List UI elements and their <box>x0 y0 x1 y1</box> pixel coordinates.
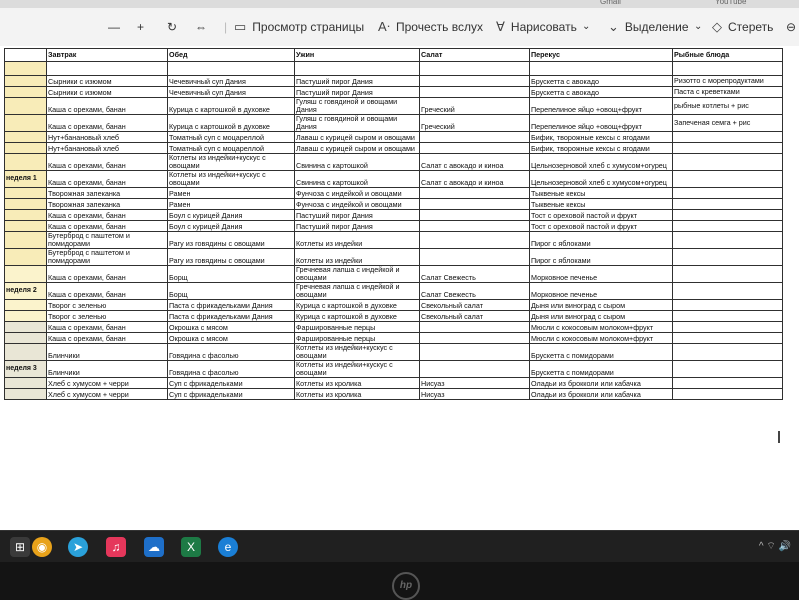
cell-breakfast: Хлеб с хумусом + черри <box>47 389 168 400</box>
cell-snack: Перепелиное яйцо +овощ+фрукт <box>530 98 673 115</box>
cell-fish: Паста с креветками <box>673 87 783 98</box>
cell-dinner: Курица с картошкой в духовке <box>295 311 420 322</box>
text-cursor <box>778 431 780 443</box>
cell-snack: Пирог с яблоками <box>530 232 673 249</box>
cell-snack: Цельнозерновой хлеб с хумусом+огурец <box>530 154 673 171</box>
cell-salad: Салат с авокадо и киноа <box>420 154 530 171</box>
bookmark-youtube[interactable]: YouTube <box>715 0 747 6</box>
excel-icon[interactable]: X <box>181 537 201 557</box>
draw-icon: ∀ <box>496 19 505 34</box>
hp-logo: hp <box>392 572 420 600</box>
cell-dinner: Пастуший пирог Дания <box>295 76 420 87</box>
cell-snack: Мюсли с кокосовым молоком+фрукт <box>530 322 673 333</box>
cell-breakfast: Каша с орехами, банан <box>47 210 168 221</box>
week-label: неделя 2 <box>5 283 47 300</box>
cell-salad: Свекольный салат <box>420 311 530 322</box>
week-cell <box>5 76 47 87</box>
cell-salad <box>420 62 530 76</box>
cell-lunch <box>168 62 295 76</box>
week-cell <box>5 221 47 232</box>
cell-breakfast: Каша с орехами, банан <box>47 154 168 171</box>
system-tray[interactable]: ^ ⌔ 🔊 <box>758 541 791 552</box>
read-aloud-button[interactable] <box>378 8 483 46</box>
table-row <box>5 266 783 283</box>
cell-dinner: Гречневая лапша с индейкой и овощами <box>295 283 420 300</box>
week-cell <box>5 98 47 115</box>
read-aloud-icon: Aᐧ <box>378 19 390 34</box>
cell-lunch: Суп с фрикадельками <box>168 378 295 389</box>
cell-breakfast: Каша с орехами, банан <box>47 221 168 232</box>
cell-salad <box>420 143 530 154</box>
week-cell <box>5 154 47 171</box>
page-view-icon: ▭ <box>234 19 247 34</box>
cell-dinner: Котлеты из кролика <box>295 389 420 400</box>
cell-snack: Брускетта с помидорами <box>530 344 673 361</box>
bookmarks-bar <box>0 0 799 8</box>
week-cell <box>5 62 47 76</box>
cell-breakfast: Бутерброд с паштетом и помидорами <box>47 232 168 249</box>
cell-fish <box>673 199 783 210</box>
cell-snack: Дыня или виноград с сыром <box>530 300 673 311</box>
cell-dinner: Котлеты из индейки+кускус с овощами <box>295 361 420 378</box>
table-row <box>5 87 783 98</box>
cell-lunch: Курица с картошкой в духовке <box>168 98 295 115</box>
pdf-toolbar <box>0 8 799 47</box>
cell-breakfast: Бутерброд с паштетом и помидорами <box>47 249 168 266</box>
windows-icon[interactable]: ⊞ <box>10 537 30 557</box>
cell-fish <box>673 266 783 283</box>
cell-salad <box>420 87 530 98</box>
table-row <box>5 300 783 311</box>
cell-breakfast: Каша с орехами, банан <box>47 115 168 132</box>
cell-lunch: Боул с курицей Дания <box>168 210 295 221</box>
week-label: неделя 1 <box>5 171 47 188</box>
week-cell <box>5 188 47 199</box>
cell-fish <box>673 344 783 361</box>
cell-breakfast: Каша с орехами, банан <box>47 333 168 344</box>
cell-breakfast: Хлеб с хумусом + черри <box>47 378 168 389</box>
cell-snack: Тост с ореховой пастой и фрукт <box>530 221 673 232</box>
cell-snack: Мюсли с кокосовым молоком+фрукт <box>530 333 673 344</box>
cell-fish <box>673 132 783 143</box>
cell-salad <box>420 322 530 333</box>
cell-snack: Брускетта с помидорами <box>530 361 673 378</box>
table-row <box>5 62 783 76</box>
erase-label: Стереть <box>728 20 774 34</box>
cell-salad: Салат Свежесть <box>420 266 530 283</box>
page-view-button[interactable] <box>234 8 364 46</box>
table-row <box>5 132 783 143</box>
meal-plan-table <box>4 48 783 400</box>
header-salad: Салат <box>420 49 530 62</box>
cell-breakfast: Каша с орехами, банан <box>47 266 168 283</box>
table-row <box>5 232 783 249</box>
cell-dinner: Котлеты из индейки+кускус с овощами <box>295 344 420 361</box>
cell-lunch: Чечевичный суп Дания <box>168 87 295 98</box>
draw-label: Нарисовать <box>510 20 577 34</box>
cell-lunch: Окрошка с мясом <box>168 333 295 344</box>
cell-salad: Салат с авокадо и киноа <box>420 171 530 188</box>
week-label: неделя 3 <box>5 361 47 378</box>
table-row <box>5 115 783 132</box>
table-row <box>5 76 783 87</box>
cell-fish <box>673 62 783 76</box>
table-row <box>5 221 783 232</box>
cell-breakfast: Творожная запеканка <box>47 188 168 199</box>
cell-snack: Морковное печенье <box>530 266 673 283</box>
cell-snack: Бифик, творожные кексы с ягодами <box>530 143 673 154</box>
header-snack: Перекус <box>530 49 673 62</box>
cell-dinner: Фунчоза с индейкой и овощами <box>295 188 420 199</box>
cell-fish: Ризотто с морепродуктами <box>673 76 783 87</box>
week-cell <box>5 87 47 98</box>
cell-snack: Оладьи из брокколи или кабачка <box>530 378 673 389</box>
cell-salad <box>420 232 530 249</box>
cell-snack: Брускетта с авокадо <box>530 76 673 87</box>
cell-breakfast: Нут+банановый хлеб <box>47 143 168 154</box>
cell-salad <box>420 199 530 210</box>
cell-lunch: Курица с картошкой в духовке <box>168 115 295 132</box>
cell-breakfast: Творог с зеленью <box>47 300 168 311</box>
cell-lunch: Паста с фрикадельками Дания <box>168 311 295 322</box>
fit-width-icon[interactable]: ⇔ <box>195 20 207 34</box>
cell-fish <box>673 171 783 188</box>
cell-lunch: Борщ <box>168 283 295 300</box>
cell-dinner: Котлеты из индейки <box>295 232 420 249</box>
read-aloud-label: Прочесть вслух <box>396 20 483 34</box>
week-cell <box>5 266 47 283</box>
cell-breakfast: Каша с орехами, банан <box>47 322 168 333</box>
chrome-icon[interactable]: ◉ <box>32 537 52 557</box>
cell-salad <box>420 221 530 232</box>
cell-salad: Греческий <box>420 98 530 115</box>
music-icon[interactable]: ♫ <box>106 537 126 557</box>
cell-fish <box>673 311 783 322</box>
cell-fish <box>673 221 783 232</box>
week-cell <box>5 300 47 311</box>
page-view-label: Просмотр страницы <box>252 20 365 34</box>
cell-salad: Греческий <box>420 115 530 132</box>
cell-fish <box>673 333 783 344</box>
cell-lunch: Котлеты из индейки+кускус с овощами <box>168 171 295 188</box>
cell-lunch: Томатный суп с моцареллой <box>168 143 295 154</box>
week-cell <box>5 322 47 333</box>
cell-fish <box>673 232 783 249</box>
cell-snack: Тыквеные кексы <box>530 188 673 199</box>
cell-breakfast: Сырники с изюмом <box>47 76 168 87</box>
cell-dinner: Свинина с картошкой <box>295 171 420 188</box>
more-icon[interactable]: ⊖ <box>786 20 797 34</box>
table-row <box>5 154 783 171</box>
week-cell <box>5 249 47 266</box>
cell-dinner: Лаваш с курицей сыром и овощами <box>295 143 420 154</box>
cell-snack <box>530 62 673 76</box>
cell-lunch: Чечевичный суп Дания <box>168 76 295 87</box>
bookmark-gmail[interactable]: Gmail <box>600 0 621 6</box>
table-row <box>5 171 783 188</box>
header-row <box>5 49 783 62</box>
table-row <box>5 188 783 199</box>
table-row <box>5 344 783 361</box>
table-row <box>5 210 783 221</box>
cell-snack: Цельнозерновой хлеб с хумусом+огурец <box>530 171 673 188</box>
week-cell <box>5 143 47 154</box>
cell-salad <box>420 76 530 87</box>
cell-fish <box>673 378 783 389</box>
cell-snack: Оладьи из брокколи или кабачка <box>530 389 673 400</box>
table-row <box>5 361 783 378</box>
cell-breakfast: Сырники с изюмом <box>47 87 168 98</box>
cell-dinner: Фунчоза с индейкой и овощами <box>295 199 420 210</box>
cell-fish: Запеченая семга + рис <box>673 115 783 132</box>
cell-salad: Нисуаз <box>420 378 530 389</box>
cell-breakfast: Блинчики <box>47 361 168 378</box>
cell-breakfast: Творог с зеленью <box>47 311 168 322</box>
week-cell <box>5 232 47 249</box>
cell-dinner: Фаршированные перцы <box>295 333 420 344</box>
cell-lunch: Окрошка с мясом <box>168 322 295 333</box>
toolbar-divider: | <box>224 20 228 34</box>
header-lunch: Обед <box>168 49 295 62</box>
cell-dinner: Пастуший пирог Дания <box>295 210 420 221</box>
cell-breakfast: Творожная запеканка <box>47 199 168 210</box>
cell-breakfast: Каша с орехами, банан <box>47 171 168 188</box>
week-cell <box>5 132 47 143</box>
cell-salad: Салат Свежесть <box>420 283 530 300</box>
spreadsheet-page <box>0 46 799 530</box>
cell-lunch: Котлеты из индейки+кускус с овощами <box>168 154 295 171</box>
cell-salad <box>420 188 530 199</box>
cell-lunch: Говядина с фасолью <box>168 361 295 378</box>
cell-snack: Перепелиное яйцо +овощ+фрукт <box>530 115 673 132</box>
cell-breakfast: Каша с орехами, банан <box>47 98 168 115</box>
week-cell <box>5 210 47 221</box>
cell-fish <box>673 300 783 311</box>
cell-dinner <box>295 62 420 76</box>
telegram-icon[interactable]: ➤ <box>68 537 88 557</box>
table-row <box>5 249 783 266</box>
cell-dinner: Пастуший пирог Дания <box>295 87 420 98</box>
draw-button[interactable] <box>496 8 577 46</box>
cell-fish <box>673 322 783 333</box>
cell-salad: Нисуаз <box>420 389 530 400</box>
cell-salad <box>420 361 530 378</box>
cell-dinner: Лаваш с курицей сыром и овощами <box>295 132 420 143</box>
cell-fish <box>673 154 783 171</box>
cell-lunch: Говядина с фасолью <box>168 344 295 361</box>
zoom-out-button[interactable]: — <box>108 20 120 34</box>
erase-button[interactable] <box>712 8 773 46</box>
table-row <box>5 333 783 344</box>
cell-lunch: Суп с фрикадельками <box>168 389 295 400</box>
week-cell <box>5 311 47 322</box>
cell-fish <box>673 210 783 221</box>
zoom-in-button[interactable]: + <box>137 20 145 34</box>
cell-dinner: Котлеты из индейки <box>295 249 420 266</box>
cell-dinner: Котлеты из кролика <box>295 378 420 389</box>
table-row <box>5 311 783 322</box>
cell-fish <box>673 249 783 266</box>
cell-lunch: Борщ <box>168 266 295 283</box>
cell-snack: Тост с ореховой пастой и фрукт <box>530 210 673 221</box>
cell-lunch: Рамен <box>168 199 295 210</box>
cell-fish <box>673 143 783 154</box>
cell-dinner: Гуляш с говядиной и овощами Дания <box>295 115 420 132</box>
highlight-dropdown-icon[interactable]: ⌄ <box>694 21 703 32</box>
cell-lunch: Боул с курицей Дания <box>168 221 295 232</box>
cell-snack: Брускетта с авокадо <box>530 87 673 98</box>
cell-lunch: Рагу из говядины с овощами <box>168 232 295 249</box>
week-cell <box>5 333 47 344</box>
table-row <box>5 283 783 300</box>
cell-breakfast: Нут+банановый хлеб <box>47 132 168 143</box>
table-row <box>5 199 783 210</box>
cell-snack: Тыквеные кексы <box>530 199 673 210</box>
cell-lunch: Рагу из говядины с овощами <box>168 249 295 266</box>
table-row <box>5 389 783 400</box>
cell-dinner: Курица с картошкой в духовке <box>295 300 420 311</box>
cell-dinner: Свинина с картошкой <box>295 154 420 171</box>
cell-dinner: Гуляш с говядиной и овощами Дания <box>295 98 420 115</box>
taskbar <box>0 530 799 563</box>
cell-salad <box>420 344 530 361</box>
cell-dinner: Пастуший пирог Дания <box>295 221 420 232</box>
cell-lunch: Паста с фрикадельками Дания <box>168 300 295 311</box>
rotate-icon[interactable]: ↻ <box>167 20 178 34</box>
week-cell <box>5 389 47 400</box>
cell-salad <box>420 249 530 266</box>
week-cell <box>5 199 47 210</box>
cell-salad <box>420 132 530 143</box>
header-dinner: Ужин <box>295 49 420 62</box>
cell-dinner: Гречневая лапша с индейкой и овощами <box>295 266 420 283</box>
cell-fish <box>673 188 783 199</box>
cell-salad: Свекольный салат <box>420 300 530 311</box>
week-cell <box>5 344 47 361</box>
cell-snack: Морковное печенье <box>530 283 673 300</box>
cell-breakfast: Блинчики <box>47 344 168 361</box>
cell-fish <box>673 389 783 400</box>
cell-dinner: Фаршированные перцы <box>295 322 420 333</box>
cell-breakfast: Каша с орехами, банан <box>47 283 168 300</box>
cell-salad <box>420 333 530 344</box>
cell-fish <box>673 361 783 378</box>
highlight-button[interactable] <box>608 8 689 46</box>
cell-fish: рыбные котлеты + рис <box>673 98 783 115</box>
cell-lunch: Томатный суп с моцареллой <box>168 132 295 143</box>
header-fish: Рыбные блюда <box>673 49 783 62</box>
cell-breakfast <box>47 62 168 76</box>
header-cell-week <box>5 49 47 62</box>
table-row <box>5 378 783 389</box>
cell-lunch: Рамен <box>168 188 295 199</box>
table-row <box>5 98 783 115</box>
eraser-icon: ◇ <box>712 19 722 34</box>
cell-salad <box>420 210 530 221</box>
week-cell <box>5 115 47 132</box>
table-row <box>5 143 783 154</box>
cloud-icon[interactable]: ☁ <box>144 537 164 557</box>
table-row <box>5 322 783 333</box>
cell-snack: Бифик, творожные кексы с ягодами <box>530 132 673 143</box>
edge-icon[interactable]: e <box>218 537 238 557</box>
cell-snack: Пирог с яблоками <box>530 249 673 266</box>
highlight-icon: ⌄ <box>608 19 619 34</box>
week-cell <box>5 378 47 389</box>
cell-snack: Дыня или виноград с сыром <box>530 311 673 322</box>
highlight-label: Выделение <box>624 20 689 34</box>
cell-fish <box>673 283 783 300</box>
draw-dropdown-icon[interactable]: ⌄ <box>582 21 591 32</box>
header-breakfast: Завтрак <box>47 49 168 62</box>
